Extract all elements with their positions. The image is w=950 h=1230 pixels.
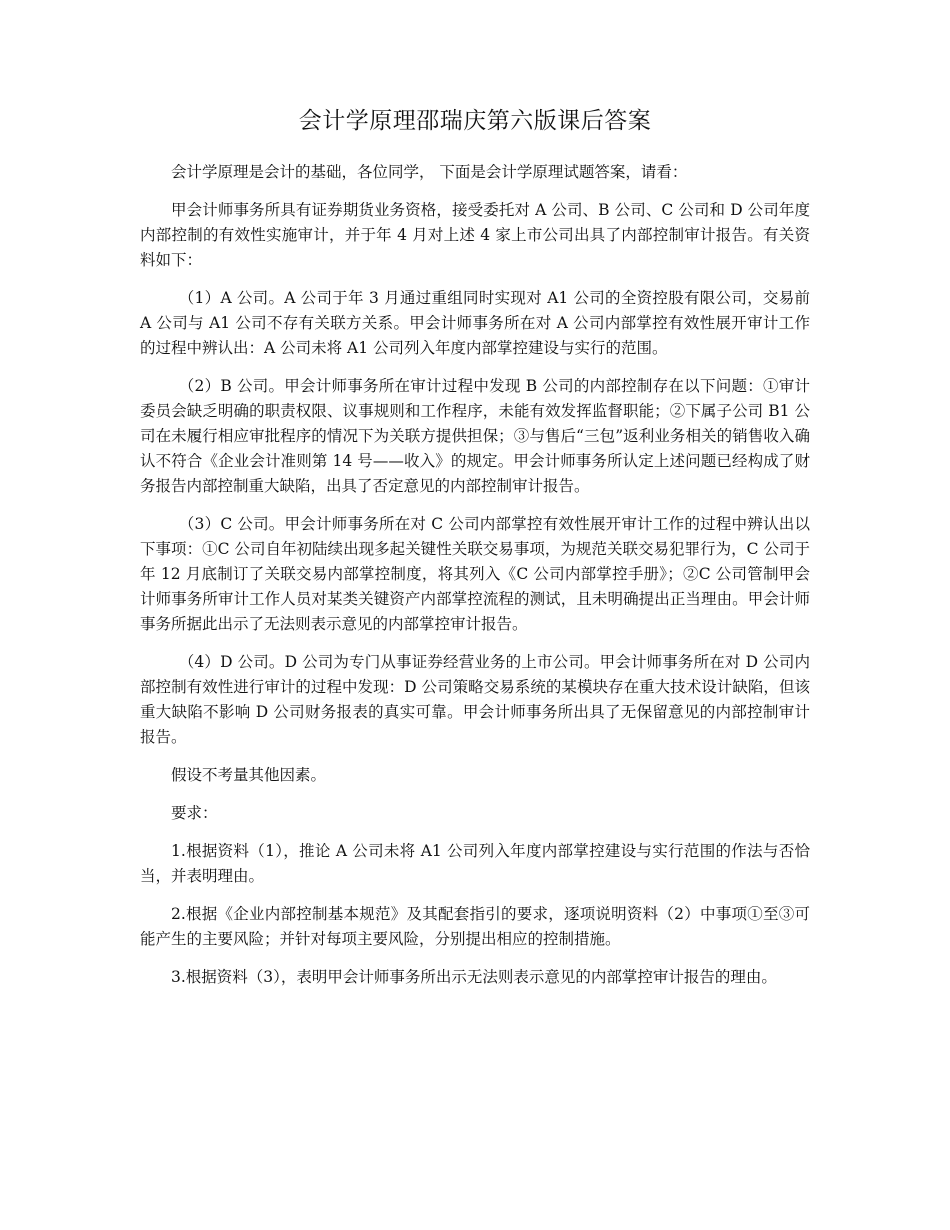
paragraph-requirements-heading: 要求：: [171, 804, 218, 822]
paragraph-background: 甲会计师事务所具有证券期货业务资格，接受委托对 A 公司、B 公司、C 公司和 D 公司年度内部控制的有效性实施审计，并于年 4 月对上述 4 家上市公司出具了内部控制审计报告。有关资料如下：: [140, 201, 810, 269]
paragraph-assumption: 假设不考量其他因素。: [171, 766, 327, 784]
document-body: [140, 160, 810, 1003]
paragraph-item-3: （3）C 公司。甲会计师事务所在对 C 公司内部掌控有效性展开审计工作的过程中辨认出以下事项：①C 公司自年初陆续出现多起关键性关联交易事项，为规范关联交易犯罪行为，C 公司于年 12 月底制订了关联交易内部掌控制度，将其列入《C 公司内部掌控手册》；②C 公司管制甲会计师事务所审计工作人员对某类关键资产内部掌控流程的测试，且未明确提出正当理由。甲会计师事务所据此出示了无法则表示意见的内部掌控审计报告。: [140, 515, 810, 633]
paragraph-item-4: （4）D 公司。D 公司为专门从事证券经营业务的上市公司。甲会计师事务所在对 D 公司内部控制有效性进行审计的过程中发现：D 公司策略交易系统的某模块存在重大技术设计缺陷，但该重大缺陷不影响 D 公司财务报表的真实可靠。甲会计师事务所出具了无保留意见的内部控制审计报告。: [140, 653, 810, 746]
document-title: 会计学原理邵瑞庆第六版课后答案: [298, 108, 652, 134]
paragraph-question-3: 3.根据资料（3），表明甲会计师事务所出示无法则表示意见的内部掌控审计报告的理由。: [171, 968, 777, 986]
paragraph-question-2: 2.根据《企业内部控制基本规范》及其配套指引的要求，逐项说明资料（2）中事项①至③可能产生的主要风险；并针对每项主要风险，分别提出相应的控制措施。: [140, 905, 810, 948]
paragraph-intro: 会计学原理是会计的基础，各位同学， 下面是会计学原理试题答案，请看：: [171, 163, 688, 181]
paragraph-item-1: （1）A 公司。A 公司于年 3 月通过重组同时实现对 A1 公司的全资控股有限公司，交易前 A 公司与 A1 公司不存有关联方关系。甲会计师事务所在对 A 公司内部掌控有效性展开审计工作的过程中辨认出：A 公司未将 A1 公司列入年度内部掌控建设与实行的范围。: [140, 289, 810, 357]
paragraph-item-2: （2）B 公司。甲会计师事务所在审计过程中发现 B 公司的内部控制存在以下问题：①审计委员会缺乏明确的职责权限、议事规则和工作程序，未能有效发挥监督职能；②下属子公司 B1 公司在未履行相应审批程序的情况下为关联方提供担保；③与售后“三包”返利业务相关的销售收入确认不符合《企业会计准则第 14 号——收入》的规定。甲会计师事务所认定上述问题已经构成了财务报告内部控制重大缺陷，出具了否定意见的内部控制审计报告。: [140, 377, 810, 495]
paragraph-question-1: 1.根据资料（1），推论 A 公司未将 A1 公司列入年度内部掌控建设与实行范围的作法与否恰当，并表明理由。: [140, 842, 810, 885]
